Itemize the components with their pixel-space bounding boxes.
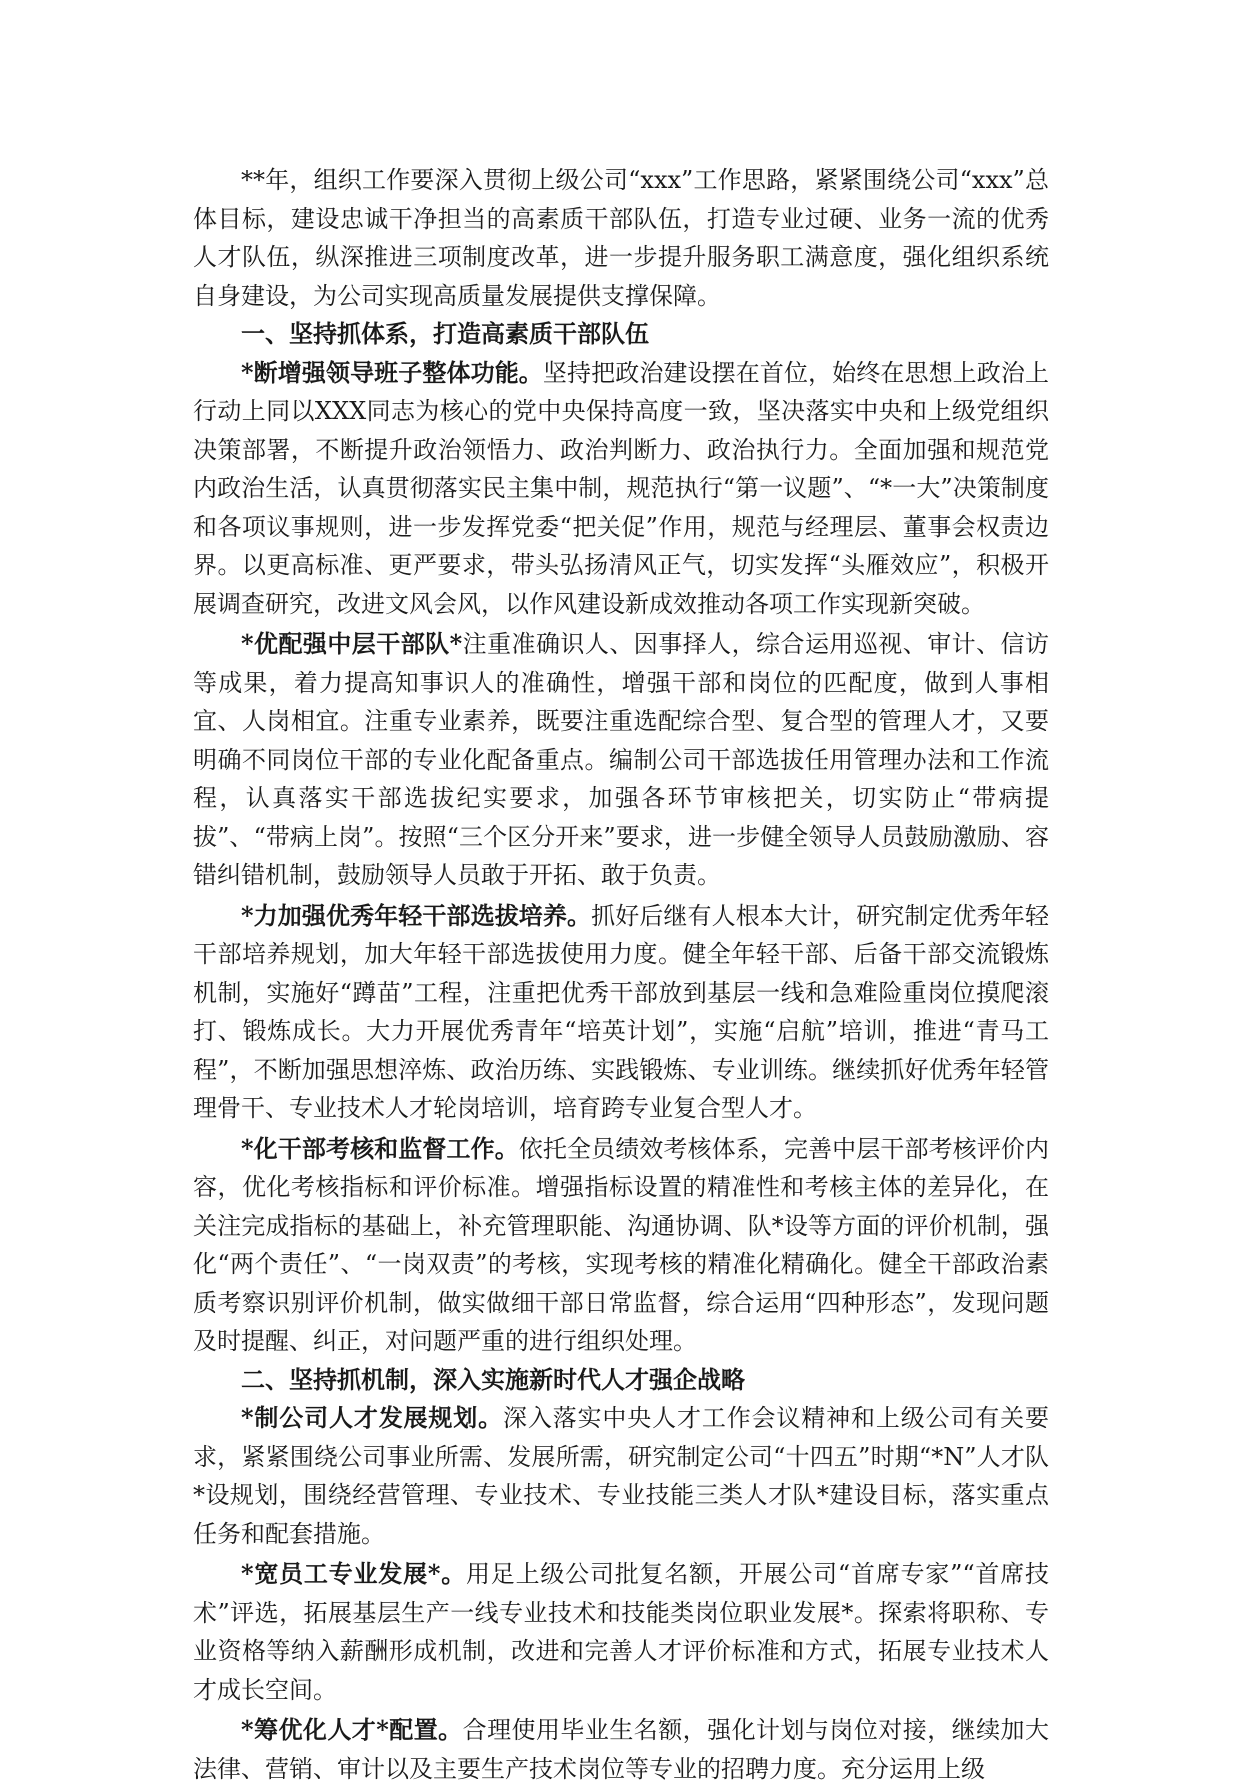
- paragraph-title: *宽员工专业发展*。: [241, 1559, 467, 1588]
- paragraph: [193, 897, 1049, 1128]
- paragraph-body: 依托全员绩效考核体系，完善中层干部考核评价内容，优化考核指标和评价标准。增强指标设置的精准性和考核主体的差异化，在关注完成指标的基础上，补充管理职能、沟通协调、队*设等方面的评价机制，强化“两个责任”、“一岗双责”的考核，实现考核的精准化精确化。健全干部政治素质考察识别评价机制，做实做细干部日常监督，综合运用“四种形态”，发现问题及时提醒、纠正，对问题严重的进行组织处理。: [193, 1134, 1049, 1355]
- paragraph: [193, 1399, 1049, 1553]
- document-body: [193, 161, 1049, 1788]
- paragraph-title: *断增强领导班子整体功能。: [241, 357, 543, 387]
- paragraph-title: *化干部考核和监督工作。: [241, 1133, 519, 1163]
- paragraph-body: 深入落实中央人才工作会议精神和上级公司有关要求，紧紧围绕公司事业所需、发展所需，研究制定公司“十四五”时期“*N”人才队*设规划，围绕经营管理、专业技术、专业技能三类人才队*建设目标，落实重点任务和配套措施。: [193, 1404, 1049, 1548]
- paragraph: [193, 625, 1049, 895]
- paragraph-title: *筹优化人才*配置。: [241, 1715, 463, 1744]
- paragraph-title: *优配强中层干部队*: [241, 629, 463, 658]
- paragraph: [193, 1555, 1049, 1709]
- intro-paragraph: **年，组织工作要深入贯彻上级公司“xxx”工作思路，紧紧围绕公司“xxx”总体目标，建设忠诚干净担当的高素质干部队伍，打造专业过硬、业务一流的优秀人才队伍，纵深推进三项制度改革，进一步提升服务职工满意度，强化组织系统自身建设，为公司实现高质量发展提供支撑保障。: [193, 166, 1049, 310]
- paragraph-body: 抓好后继有人根本大计，研究制定优秀年轻干部培养规划，加大年轻干部选拔使用力度。健全年轻干部、后备干部交流锻炼机制，实施好“蹲苗”工程，注重把优秀干部放到基层一线和急难险重岗位摸爬滚打、锻炼成长。大力开展优秀青年“培英计划”，实施“启航”培训，推进“青马工程”，不断加强思想淬炼、政治历练、实践锻炼、专业训练。继续抓好优秀年轻管理骨干、专业技术人才轮岗培训，培育跨专业复合型人才。: [193, 901, 1049, 1122]
- paragraph: [193, 1711, 1049, 1788]
- paragraph-body: 坚持把政治建设摆在首位，始终在思想上政治上行动上同以XXX同志为核心的党中央保持高度一致，坚决落实中央和上级党组织决策部署，不断提升政治领悟力、政治判断力、政治执行力。全面加强和规范党内政治生活，认真贯彻落实民主集中制，规范执行“第一议题”、“*一大”决策制度和各项议事规则，进一步发挥党委“把关促”作用，规范与经理层、董事会权责边界。以更高标准、更严要求，带头弘扬清风正气，切实发挥“头雁效应”，积极开展调查研究，改进文风会风，以作风建设新成效推动各项工作实现新突破。: [193, 358, 1049, 618]
- paragraph: [193, 1130, 1049, 1361]
- paragraph-body: 用足上级公司批复名额，开展公司“首席专家”“首席技术”评选，拓展基层生产一线专业技术和技能类岗位职业发展*。探索将职称、专业资格等纳入薪酬形成机制，改进和完善人才评价标准和方式，拓展专业技术人才成长空间。: [193, 1560, 1049, 1704]
- section-1-heading: 一、坚持抓体系，打造高素质干部队伍: [241, 319, 649, 348]
- paragraph-body: 合理使用毕业生名额，强化计划与岗位对接，继续加大法律、营销、审计以及主要生产技术岗位等专业的招聘力度。充分运用上级: [193, 1716, 1050, 1783]
- paragraph-title: *力加强优秀年轻干部选拔培养。: [241, 900, 592, 930]
- paragraph-title: *制公司人才发展规划。: [241, 1403, 503, 1432]
- section-2-heading: 二、坚持抓机制，深入实施新时代人才强企战略: [241, 1364, 745, 1394]
- paragraph: [193, 354, 1049, 624]
- paragraph-body: 注重准确识人、因事择人，综合运用巡视、审计、信访等成果，着力提高知事识人的准确性，增强干部和岗位的匹配度，做到人事相宜、人岗相宜。注重专业素养，既要注重选配综合型、复合型的管理人才，又要明确不同岗位干部的专业化配备重点。编制公司干部选拔任用管理办法和工作流程，认真落实干部选拔纪实要求，加强各环节审核把关，切实防止“带病提拔”、“带病上岗”。按照“三个区分开来”要求，进一步健全领导人员鼓励激励、容错纠错机制，鼓励领导人员敢于开拓、敢于负责。: [193, 630, 1049, 889]
